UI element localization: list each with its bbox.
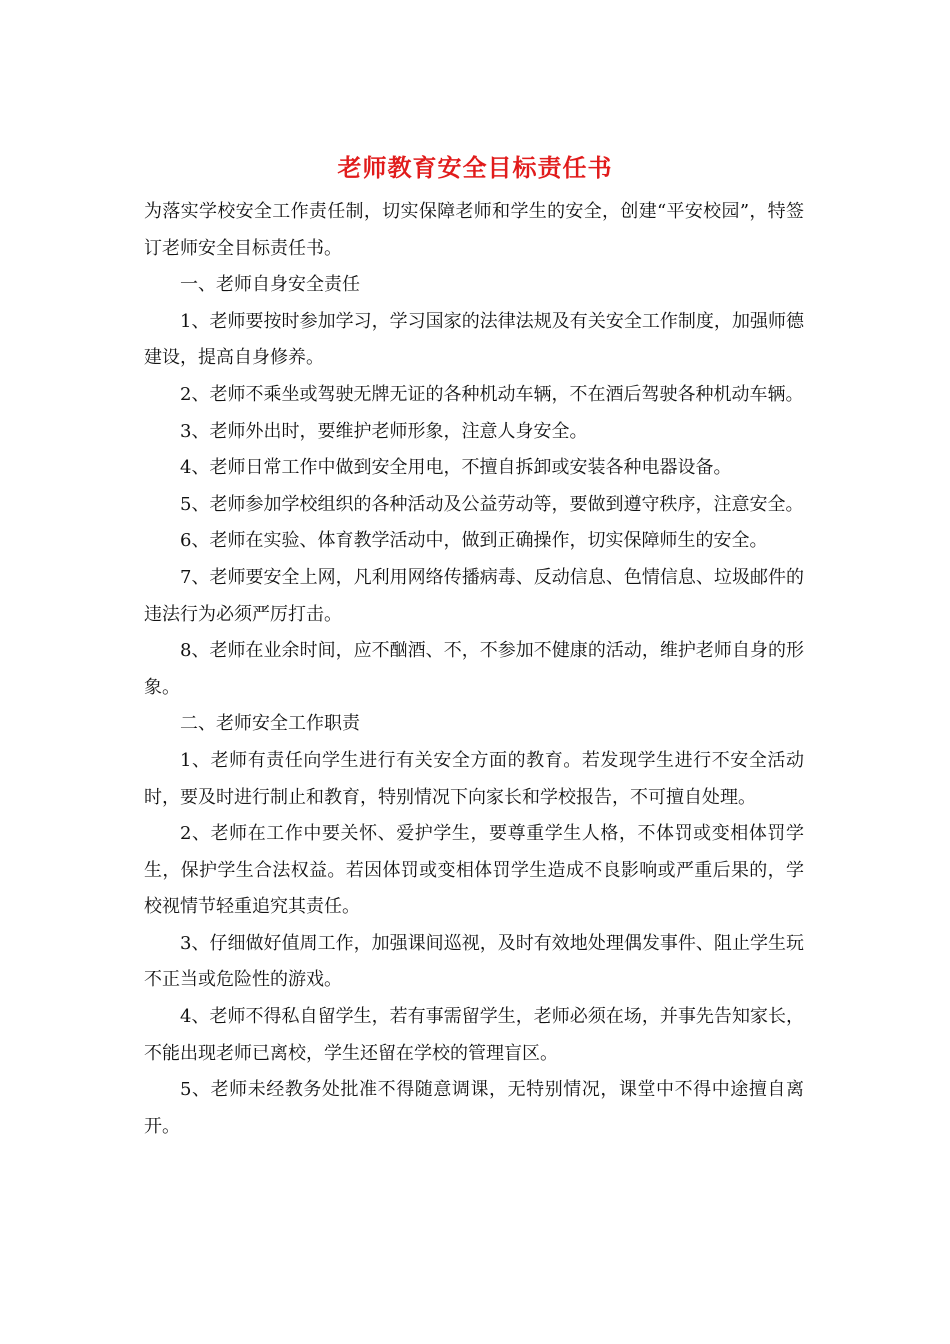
document-title: 老师教育安全目标责任书 xyxy=(337,153,613,182)
section-heading: 二、老师安全工作职责 xyxy=(180,713,360,735)
clause-paragraph: 2、老师不乘坐或驾驶无牌无证的各种机动车辆，不在酒后驾驶各种机动车辆。 xyxy=(180,383,804,405)
clause-paragraph: 3、老师外出时，要维护老师形象，注意人身安全。 xyxy=(180,420,588,442)
clause-paragraph: 5、老师参加学校组织的各种活动及公益劳动等，要做到遵守秩序，注意安全。 xyxy=(180,493,804,515)
clause-paragraph: 7、老师要安全上网，凡利用网络传播病毒、反动信息、色情信息、垃圾邮件的违法行为必须严厉打击。 xyxy=(144,566,804,625)
clause-paragraph: 3、仔细做好值周工作，加强课间巡视，及时有效地处理偶发事件、阻止学生玩不正当或危险性的游戏。 xyxy=(144,932,804,991)
document-body xyxy=(144,194,804,1145)
clause-paragraph: 6、老师在实验、体育教学活动中，做到正确操作，切实保障师生的安全。 xyxy=(180,530,768,552)
clause-paragraph: 8、老师在业余时间，应不酗酒、不，不参加不健康的活动，维护老师自身的形象。 xyxy=(144,640,804,698)
clause-paragraph: 2、老师在工作中要关怀、爱护学生，要尊重学生人格，不体罚或变相体罚学生，保护学生合法权益。若因体罚或变相体罚学生造成不良影响或严重后果的，学校视情节轻重追究其责任。 xyxy=(144,823,804,918)
clause-paragraph: 5、老师未经教务处批准不得随意调课，无特别情况，课堂中不得中途擅自离开。 xyxy=(144,1079,804,1137)
clause-paragraph: 1、老师要按时参加学习，学习国家的法律法规及有关安全工作制度，加强师德建设，提高自身修养。 xyxy=(144,310,804,369)
clause-paragraph: 4、老师不得私自留学生，若有事需留学生，老师必须在场，并事先告知家长，不能出现老师已离校，学生还留在学校的管理盲区。 xyxy=(144,1006,804,1064)
clause-paragraph: 4、老师日常工作中做到安全用电，不擅自拆卸或安装各种电器设备。 xyxy=(180,457,732,479)
clause-paragraph: 1、老师有责任向学生进行有关安全方面的教育。若发现学生进行不安全活动时，要及时进行制止和教育，特别情况下向家长和学校报告，不可擅自处理。 xyxy=(144,749,804,808)
intro-paragraph: 为落实学校安全工作责任制，切实保障老师和学生的安全，创建“平安校园”，特签订老师安全目标责任书。 xyxy=(144,201,804,259)
section-heading: 一、老师自身安全责任 xyxy=(180,274,360,296)
